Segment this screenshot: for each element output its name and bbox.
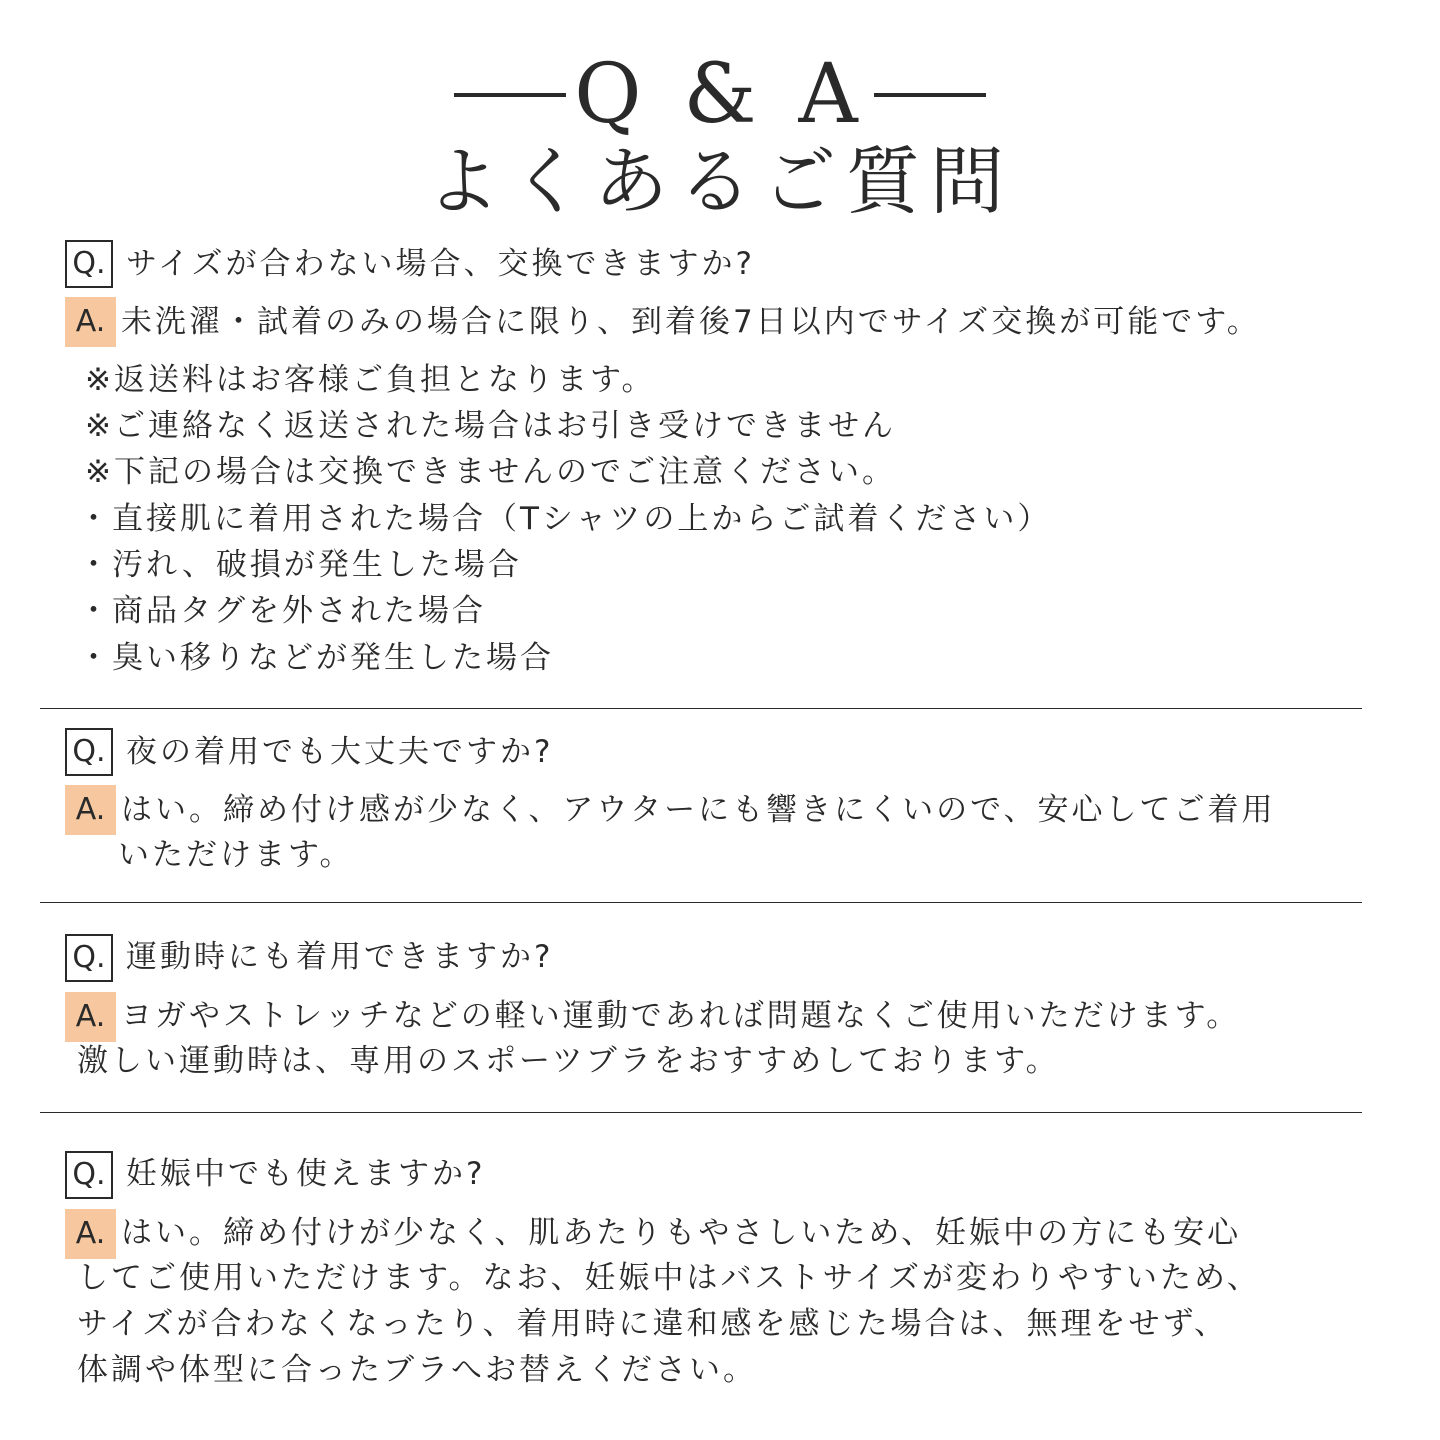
page-title: よくあるご質問: [426, 139, 1014, 225]
bullet-line: ・商品タグを外された場合: [78, 593, 486, 629]
question-label: Q.: [65, 934, 113, 982]
qa-title: Q & A: [574, 47, 866, 142]
answer-label: A.: [65, 1209, 116, 1259]
answer-line: してご使用いただけます。なお、妊娠中はバストサイズが変わりやすいため、: [77, 1260, 1261, 1296]
question-text: 夜の着用でも大丈夫ですか?: [126, 734, 554, 770]
answer-label: A.: [65, 785, 116, 835]
answer-line: サイズが合わなくなったり、着用時に違和感を感じた場合は、無理をせず、: [77, 1306, 1229, 1342]
answer-line: 未洗濯・試着のみの場合に限り、到着後7日以内でサイズ交換が可能です。: [121, 304, 1261, 340]
question-label: Q.: [65, 1151, 113, 1199]
bullet-line: ・直接肌に着用された場合（Tシャツの上からご試着ください）: [78, 501, 1052, 537]
heading-rule-right: [874, 93, 986, 97]
page-header: [0, 47, 1440, 225]
note-line: ※返送料はお客様ご負担となります。: [85, 362, 656, 398]
answer-line: ヨガやストレッチなどの軽い運動であれば問題なくご使用いただけます。: [121, 998, 1241, 1034]
question-text: 妊娠中でも使えますか?: [126, 1156, 486, 1192]
question-label: Q.: [65, 240, 113, 288]
answer-line: 激しい運動時は、専用のスポーツブラをおすすめしております。: [77, 1043, 1060, 1079]
question-text: サイズが合わない場合、交換できますか?: [126, 246, 755, 282]
section-divider: [40, 902, 1362, 903]
bullet-line: ・汚れ、破損が発生した場合: [78, 547, 522, 583]
bullet-line: ・臭い移りなどが発生した場合: [78, 640, 554, 676]
answer-label: A.: [65, 992, 116, 1042]
heading-rule-left: [454, 93, 566, 97]
question-text: 運動時にも着用できますか?: [126, 939, 554, 975]
section-divider: [40, 708, 1362, 709]
answer-line: はい。締め付け感が少なく、アウターにも響きにくいので、安心してご着用: [121, 792, 1276, 828]
answer-label: A.: [65, 297, 116, 347]
qa-heading: [0, 47, 1440, 142]
answer-line: はい。締め付けが少なく、肌あたりもやさしいため、妊娠中の方にも安心: [121, 1215, 1242, 1251]
note-line: ※下記の場合は交換できませんのでご注意ください。: [85, 454, 896, 490]
section-divider: [40, 1112, 1362, 1113]
answer-line: いただけます。: [118, 837, 354, 873]
answer-line: 体調や体型に合ったブラへお替えください。: [77, 1352, 757, 1388]
question-label: Q.: [65, 728, 113, 776]
note-line: ※ご連絡なく返送された場合はお引き受けできません: [85, 408, 896, 444]
